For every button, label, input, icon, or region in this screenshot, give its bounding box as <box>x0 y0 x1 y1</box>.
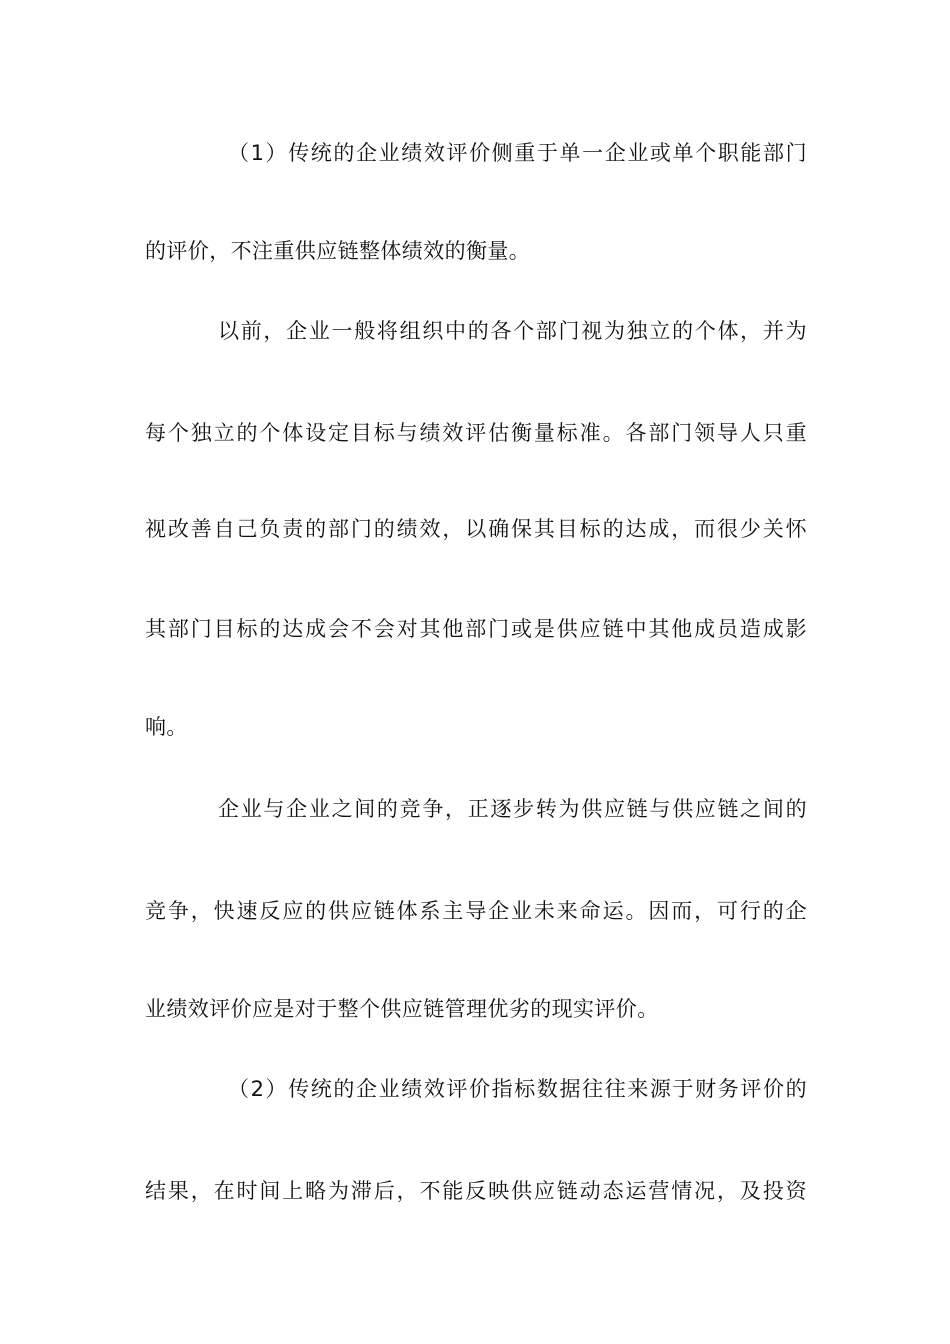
text-line: 响。 <box>145 715 188 739</box>
text-line: 每个独立的个体设定目标与绩效评估衡量标准。各部门领导人只重 <box>145 421 807 445</box>
text-line: 以前，企业一般将组织中的各个部门视为独立的个体，并为 <box>218 319 807 343</box>
text-line: 竞争，快速反应的供应链体系主导企业未来命运。因而，可行的企 <box>145 899 807 923</box>
text-line: 业绩效评价应是对于整个供应链管理优劣的现实评价。 <box>145 997 659 1021</box>
text-line: 其部门目标的达成会不会对其他部门或是供应链中其他成员造成影 <box>145 617 807 641</box>
text-line: 的评价，不注重供应链整体绩效的衡量。 <box>145 239 531 263</box>
text-line: （2）传统的企业绩效评价指标数据往往来源于财务评价的 <box>228 1077 807 1101</box>
text-line: 结果，在时间上略为滞后，不能反映供应链动态运营情况，及投资 <box>145 1179 807 1203</box>
text-line: （1）传统的企业绩效评价侧重于单一企业或单个职能部门 <box>228 141 807 165</box>
text-line: 视改善自己负责的部门的绩效，以确保其目标的达成，而很少关怀 <box>145 517 807 541</box>
text-line: 企业与企业之间的竞争，正逐步转为供应链与供应链之间的 <box>218 797 807 821</box>
